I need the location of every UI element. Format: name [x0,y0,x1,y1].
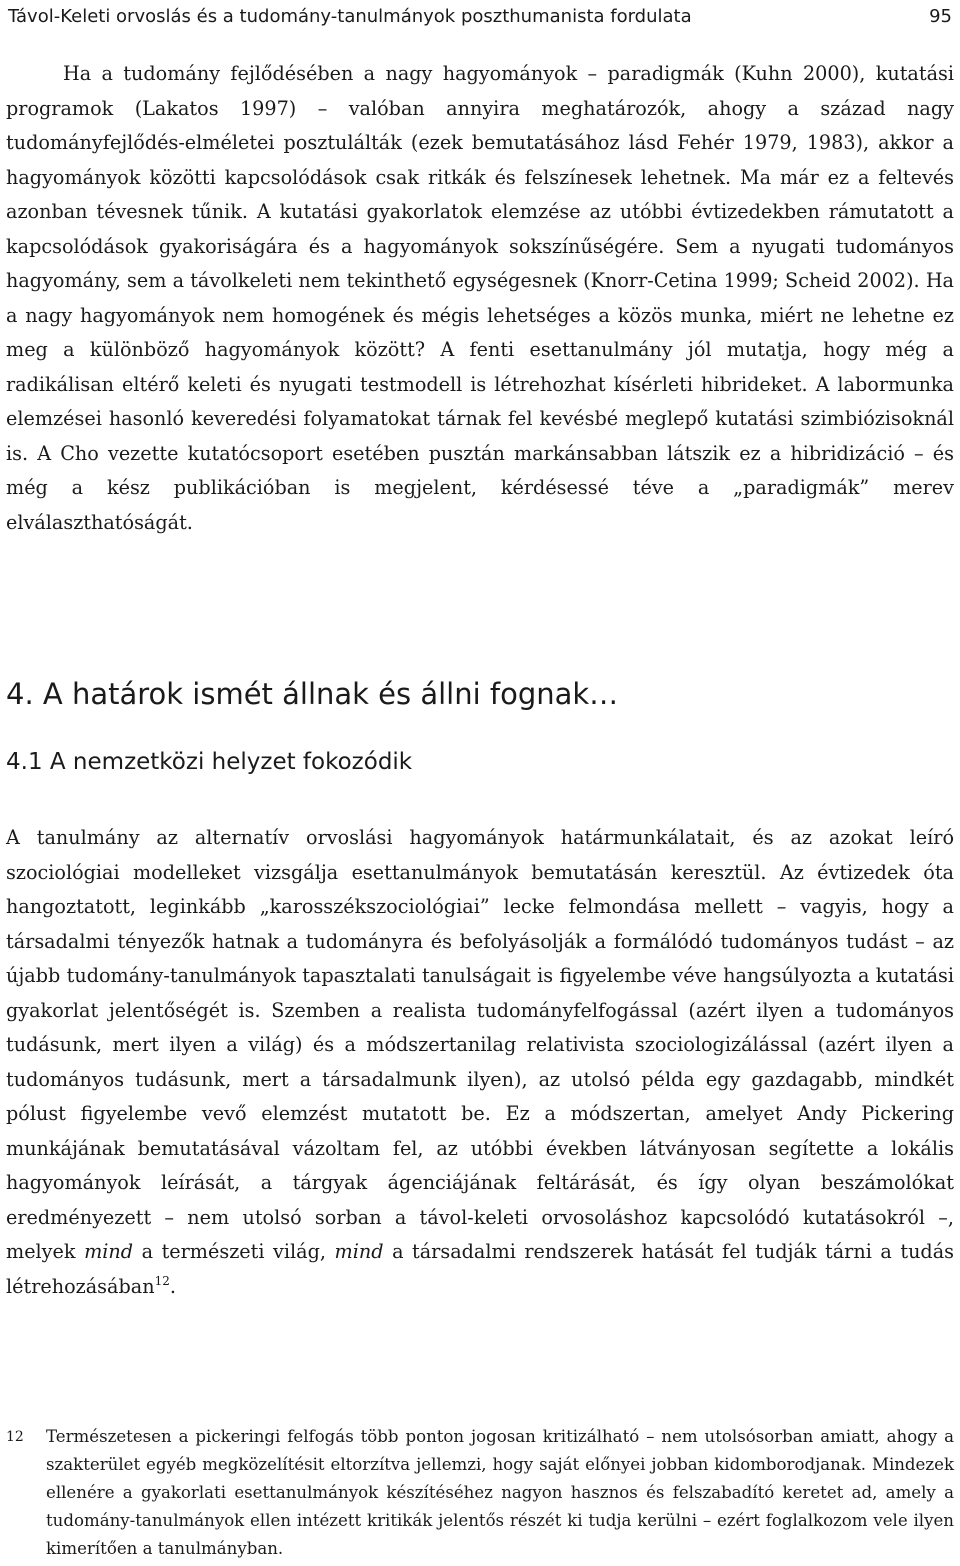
page-number: 95 [929,6,952,27]
paragraph-2-text: . [169,1274,176,1298]
footnote-reference[interactable]: 12 [154,1273,170,1288]
emphasis-mind-1: mind [84,1240,134,1263]
paragraph-2-text: a társadalmi rendszerek hatását fel tudják tárni a tudás létrehozásában [6,1240,954,1298]
body-paragraph-2 [6,821,954,1304]
paragraph-2-text: A tanulmány az alternatív orvoslási hagyományok határmunkálatait, és az azokat leíró szociológiai modelleket vizsgálja esettanulmányok bemutatásán keresztül. Az évtizedek óta hangoztatott, leginkább „karosszékszociológiai” lecke felmondása mellett – vagyis, hogy a társadalmi tényezők hatnak a tudományra és befolyásolják a formálódó tudományos tudást – az újabb tudomány-tanulmányok tapasztalati tanulságait is figyelembe véve hangsúlyozta a kutatási gyakorlat jelentőségét is. Szemben a realista tudományfelfogással (azért ilyen a tudományos tudásunk, mert ilyen a világ) és a módszertanilag relativista szociologizálással (azért ilyen a tudományos tudásunk, mert a társadalmunk ilyen), az utolsó példa egy gazdagabb, mindkét pólust figyelembe vevő elemzést mutatott be. Ez a módszertan, amelyet Andy Pickering munkájának bemutatásával vázoltam fel, az utóbbi években látványosan segítette a lokális hagyományok leírását, a tárgyak ágenciájának feltárását, és így olyan beszámolókat eredményezett – nem utolsó sorban a távol-keleti orvosoláshoz kapcsolódó kutatásokról –, melyek [6,826,954,1263]
running-header [8,4,952,30]
subsection-heading-4-1: 4.1 A nemzetközi helyzet fokozódik [6,749,413,775]
footnote-12 [6,1423,954,1563]
section-heading-4: 4. A határok ismét állnak és állni fognak… [6,677,619,711]
footnote-number: 12 [6,1429,24,1445]
paragraph-2-text: a természeti világ, [141,1240,326,1263]
body-paragraph-1: Ha a tudomány fejlődésében a nagy hagyományok – paradigmák (Kuhn 2000), kutatási programok (Lakatos 1997) – valóban annyira meghatározók, ahogy a század nagy tudományfejlődés-elméletei posztulálták (ezek bemutatásához lásd Fehér 1979, 1983), akkor a hagyományok közötti kapcsolódások csak ritkák és felszínesek lehetnek. Ma már ez a feltevés azonban tévesnek tűnik. A kutatási gyakorlatok elemzése az utóbbi évtizedekben rámutatott a kapcsolódások gyakoriságára és a hagyományok sokszínűségére. Sem a nyugati tudományos hagyomány, sem a távolkeleti nem tekinthető egységesnek (Knorr-Cetina 1999; Scheid 2002). Ha a nagy hagyományok nem homogének és mégis lehetséges a közös munka, miért ne lehetne ez meg a különböző hagyományok között? A fenti esettanulmány jól mutatja, hogy még a radikálisan eltérő keleti és nyugati testmodell is létrehozhat kísérleti hibrideket. A labormunka elemzései hasonló keveredési folyamatokat tárnak fel kevésbé meglepő kutatási szimbiózisoknál is. A Cho vezette kutatócsoport esetében pusztán markánsabban látszik ez a hibridizáció – és még a kész publikációban is megjelent, kérdésessé téve a „paradigmák” merev elválaszthatóságát. [6,62,954,534]
footnote-text: Természetesen a pickeringi felfogás több ponton jogosan kritizálható – nem utolsósorban amiatt, ahogy a szakterület egyéb megközelítésit eltorzítva jellemzi, hogy saját előnyei jobban kidomborodjanak. Mindezek ellenére a gyakorlati esettanulmányok készítéséhez nagyon hasznos és felszabadító keretet ad, amely a tudomány-tanulmányok ellen intézett kritikák jelentős részét ki tudja kerülni – ezért foglalkozom vele ilyen kimerítően a tanulmányban. [46,1427,954,1558]
running-title: Távol-Keleti orvoslás és a tudomány-tanulmányok poszthumanista fordulata [8,6,692,27]
emphasis-mind-2: mind [334,1240,384,1263]
